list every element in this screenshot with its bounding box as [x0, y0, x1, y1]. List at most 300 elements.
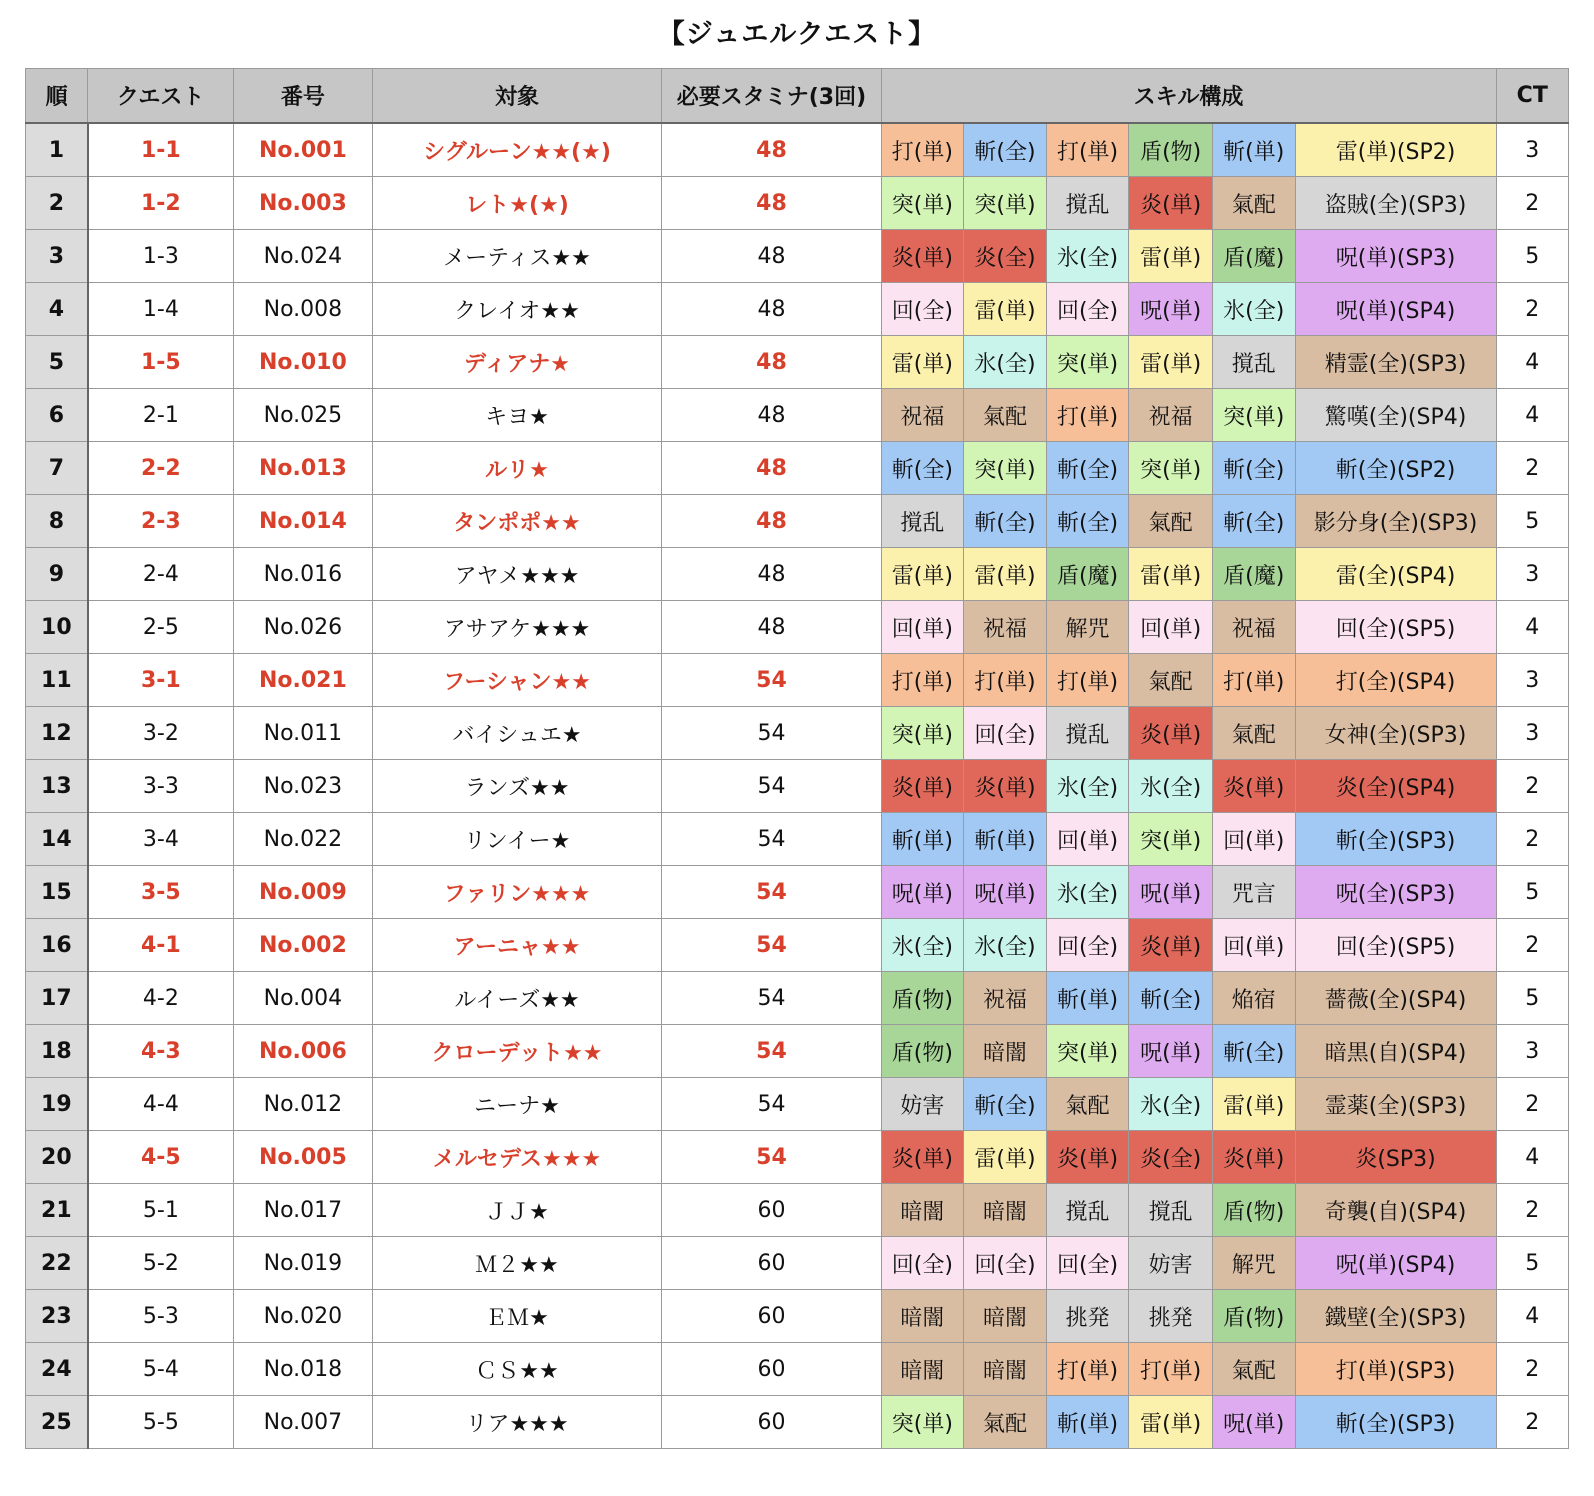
- row-order: 12: [26, 707, 88, 760]
- skill-cell: 回(全): [1046, 919, 1129, 972]
- special-skill-cell: 雷(全)(SP4): [1295, 548, 1496, 601]
- ct-cell: 4: [1496, 336, 1568, 389]
- skill-cell: 盾(魔): [1046, 548, 1129, 601]
- stamina-cell: 48: [662, 123, 881, 177]
- number-cell: No.007: [234, 1396, 373, 1449]
- row-order: 6: [26, 389, 88, 442]
- skill-cell: 妨害: [1129, 1237, 1213, 1290]
- number-cell: No.011: [234, 707, 373, 760]
- skill-cell: 斬(全): [881, 442, 964, 495]
- skill-cell: 斬(全): [1046, 442, 1129, 495]
- number-cell: No.004: [234, 972, 373, 1025]
- quest-cell: 5-2: [88, 1237, 234, 1290]
- skill-cell: 斬(全): [1212, 1025, 1295, 1078]
- skill-cell: 雷(単): [964, 1131, 1047, 1184]
- stamina-cell: 54: [662, 972, 881, 1025]
- skill-cell: 回(全): [964, 1237, 1047, 1290]
- stamina-cell: 54: [662, 1131, 881, 1184]
- target-cell: ＪＪ★: [372, 1184, 662, 1237]
- number-cell: No.024: [234, 230, 373, 283]
- skill-cell: 氷(全): [881, 919, 964, 972]
- table-row: [26, 177, 1569, 230]
- row-order: 20: [26, 1131, 88, 1184]
- skill-cell: 呪(単): [1212, 1396, 1295, 1449]
- skill-cell: 回(全): [881, 1237, 964, 1290]
- table-row: [26, 919, 1569, 972]
- stamina-cell: 48: [662, 177, 881, 230]
- skill-cell: 盾(物): [881, 1025, 964, 1078]
- table-row: [26, 760, 1569, 813]
- skill-cell: 氣配: [1046, 1078, 1129, 1131]
- target-cell: シグルーン★★(★): [372, 123, 662, 177]
- skill-cell: 打(単): [881, 654, 964, 707]
- skill-cell: 氣配: [1212, 707, 1295, 760]
- special-skill-cell: 雷(単)(SP2): [1295, 123, 1496, 177]
- number-cell: No.020: [234, 1290, 373, 1343]
- row-order: 13: [26, 760, 88, 813]
- stamina-cell: 54: [662, 760, 881, 813]
- special-skill-cell: 暗黒(自)(SP4): [1295, 1025, 1496, 1078]
- skill-cell: 回(単): [881, 601, 964, 654]
- target-cell: メルセデス★★★: [372, 1131, 662, 1184]
- row-order: 16: [26, 919, 88, 972]
- target-cell: メーティス★★: [372, 230, 662, 283]
- stamina-cell: 54: [662, 707, 881, 760]
- skill-cell: 盾(魔): [1212, 230, 1295, 283]
- quest-cell: 4-2: [88, 972, 234, 1025]
- skill-cell: 炎(単): [1129, 707, 1213, 760]
- quest-cell: 1-3: [88, 230, 234, 283]
- skill-cell: 暗闇: [964, 1025, 1047, 1078]
- table-row: [26, 601, 1569, 654]
- row-order: 22: [26, 1237, 88, 1290]
- table-row: [26, 813, 1569, 866]
- ct-cell: 4: [1496, 1290, 1568, 1343]
- skill-cell: 斬(全): [964, 123, 1047, 177]
- row-order: 9: [26, 548, 88, 601]
- header-number: 番号: [234, 69, 373, 124]
- quest-cell: 2-3: [88, 495, 234, 548]
- skill-cell: 暗闇: [881, 1343, 964, 1396]
- ct-cell: 2: [1496, 1343, 1568, 1396]
- number-cell: No.016: [234, 548, 373, 601]
- special-skill-cell: 斬(全)(SP3): [1295, 1396, 1496, 1449]
- skill-cell: 氷(全): [964, 919, 1047, 972]
- stamina-cell: 54: [662, 919, 881, 972]
- quest-cell: 3-2: [88, 707, 234, 760]
- target-cell: クローデット★★: [372, 1025, 662, 1078]
- special-skill-cell: 炎(全)(SP4): [1295, 760, 1496, 813]
- table-row: [26, 866, 1569, 919]
- ct-cell: 5: [1496, 866, 1568, 919]
- skill-cell: 回(全): [1046, 1237, 1129, 1290]
- row-order: 10: [26, 601, 88, 654]
- header-skills: スキル構成: [881, 69, 1496, 124]
- skill-cell: 呪(単): [1129, 866, 1213, 919]
- skill-cell: 撹乱: [1212, 336, 1295, 389]
- number-cell: No.026: [234, 601, 373, 654]
- skill-cell: 挑発: [1129, 1290, 1213, 1343]
- skill-cell: 炎(単): [1129, 919, 1213, 972]
- skill-cell: 炎(全): [1129, 1131, 1213, 1184]
- special-skill-cell: 呪(全)(SP3): [1295, 866, 1496, 919]
- row-order: 18: [26, 1025, 88, 1078]
- target-cell: フーシャン★★: [372, 654, 662, 707]
- quest-cell: 1-5: [88, 336, 234, 389]
- skill-cell: 氣配: [964, 1396, 1047, 1449]
- skill-cell: 雷(単): [964, 548, 1047, 601]
- skill-cell: 炎(単): [881, 760, 964, 813]
- table-row: [26, 283, 1569, 336]
- skill-cell: 氣配: [1212, 177, 1295, 230]
- skill-cell: 突(単): [1129, 442, 1213, 495]
- target-cell: タンポポ★★: [372, 495, 662, 548]
- target-cell: ルイーズ★★: [372, 972, 662, 1025]
- quest-cell: 4-3: [88, 1025, 234, 1078]
- table-row: [26, 495, 1569, 548]
- row-order: 7: [26, 442, 88, 495]
- ct-cell: 5: [1496, 230, 1568, 283]
- skill-cell: 打(単): [1129, 1343, 1213, 1396]
- stamina-cell: 48: [662, 495, 881, 548]
- number-cell: No.002: [234, 919, 373, 972]
- number-cell: No.019: [234, 1237, 373, 1290]
- row-order: 25: [26, 1396, 88, 1449]
- skill-cell: 突(単): [964, 442, 1047, 495]
- target-cell: ルリ★: [372, 442, 662, 495]
- table-row: [26, 972, 1569, 1025]
- skill-cell: 雷(単): [1212, 1078, 1295, 1131]
- skill-cell: 打(単): [1046, 123, 1129, 177]
- skill-cell: 暗闇: [964, 1290, 1047, 1343]
- skill-cell: 撹乱: [1046, 1184, 1129, 1237]
- skill-cell: 暗闇: [964, 1184, 1047, 1237]
- number-cell: No.022: [234, 813, 373, 866]
- ct-cell: 2: [1496, 1078, 1568, 1131]
- number-cell: No.005: [234, 1131, 373, 1184]
- skill-cell: 斬(全): [1129, 972, 1213, 1025]
- special-skill-cell: 呪(単)(SP4): [1295, 1237, 1496, 1290]
- row-order: 24: [26, 1343, 88, 1396]
- quest-cell: 2-1: [88, 389, 234, 442]
- skill-cell: 暗闇: [964, 1343, 1047, 1396]
- stamina-cell: 48: [662, 389, 881, 442]
- skill-cell: 突(単): [964, 177, 1047, 230]
- special-skill-cell: 打(全)(SP4): [1295, 654, 1496, 707]
- target-cell: レト★(★): [372, 177, 662, 230]
- quest-cell: 3-5: [88, 866, 234, 919]
- skill-cell: 祝福: [881, 389, 964, 442]
- special-skill-cell: 薔薇(全)(SP4): [1295, 972, 1496, 1025]
- skill-cell: 炎(単): [1212, 1131, 1295, 1184]
- skill-cell: 氣配: [1129, 495, 1213, 548]
- skill-cell: 撹乱: [1129, 1184, 1213, 1237]
- skill-cell: 雷(単): [1129, 336, 1213, 389]
- target-cell: リア★★★: [372, 1396, 662, 1449]
- table-body: [26, 123, 1569, 1449]
- skill-cell: 斬(全): [1212, 442, 1295, 495]
- skill-cell: 打(単): [1046, 654, 1129, 707]
- skill-cell: 氷(全): [1046, 760, 1129, 813]
- number-cell: No.008: [234, 283, 373, 336]
- skill-cell: 盾(物): [1129, 123, 1213, 177]
- skill-cell: 妨害: [881, 1078, 964, 1131]
- skill-cell: 撹乱: [1046, 177, 1129, 230]
- stamina-cell: 48: [662, 336, 881, 389]
- number-cell: No.025: [234, 389, 373, 442]
- number-cell: No.009: [234, 866, 373, 919]
- special-skill-cell: 回(全)(SP5): [1295, 919, 1496, 972]
- skill-cell: 盾(物): [1212, 1184, 1295, 1237]
- skill-cell: 突(単): [881, 707, 964, 760]
- skill-cell: 雷(単): [1129, 230, 1213, 283]
- skill-cell: 盾(物): [881, 972, 964, 1025]
- quest-cell: 5-5: [88, 1396, 234, 1449]
- target-cell: ＥＭ★: [372, 1290, 662, 1343]
- skill-cell: 斬(全): [964, 495, 1047, 548]
- skill-cell: 斬(単): [1046, 1396, 1129, 1449]
- skill-cell: 解咒: [1212, 1237, 1295, 1290]
- skill-cell: 炎(単): [1046, 1131, 1129, 1184]
- target-cell: アーニャ★★: [372, 919, 662, 972]
- special-skill-cell: 盗賊(全)(SP3): [1295, 177, 1496, 230]
- skill-cell: 炎(単): [964, 760, 1047, 813]
- quest-cell: 3-1: [88, 654, 234, 707]
- special-skill-cell: 奇襲(自)(SP4): [1295, 1184, 1496, 1237]
- number-cell: No.017: [234, 1184, 373, 1237]
- quest-cell: 2-4: [88, 548, 234, 601]
- skill-cell: 撹乱: [881, 495, 964, 548]
- header-ct: CT: [1496, 69, 1568, 124]
- stamina-cell: 54: [662, 813, 881, 866]
- skill-cell: 挑発: [1046, 1290, 1129, 1343]
- skill-cell: 雷(単): [964, 283, 1047, 336]
- skill-cell: 突(単): [1212, 389, 1295, 442]
- skill-cell: 氷(全): [1046, 230, 1129, 283]
- skill-cell: 突(単): [881, 1396, 964, 1449]
- row-order: 4: [26, 283, 88, 336]
- skill-cell: 打(単): [881, 123, 964, 177]
- stamina-cell: 48: [662, 230, 881, 283]
- skill-cell: 回(単): [1046, 813, 1129, 866]
- special-skill-cell: 鐵壁(全)(SP3): [1295, 1290, 1496, 1343]
- special-skill-cell: 炎(SP3): [1295, 1131, 1496, 1184]
- skill-cell: 氷(全): [964, 336, 1047, 389]
- skill-cell: 突(単): [881, 177, 964, 230]
- row-order: 11: [26, 654, 88, 707]
- skill-cell: 撹乱: [1046, 707, 1129, 760]
- row-order: 15: [26, 866, 88, 919]
- quest-cell: 5-4: [88, 1343, 234, 1396]
- skill-cell: 炎(単): [881, 230, 964, 283]
- ct-cell: 5: [1496, 1237, 1568, 1290]
- row-order: 21: [26, 1184, 88, 1237]
- special-skill-cell: 斬(全)(SP2): [1295, 442, 1496, 495]
- skill-cell: 斬(全): [1046, 495, 1129, 548]
- quest-cell: 5-3: [88, 1290, 234, 1343]
- target-cell: アヤメ★★★: [372, 548, 662, 601]
- row-order: 2: [26, 177, 88, 230]
- skill-cell: 突(単): [1046, 336, 1129, 389]
- skill-cell: 斬(全): [964, 1078, 1047, 1131]
- row-order: 5: [26, 336, 88, 389]
- target-cell: リンイー★: [372, 813, 662, 866]
- ct-cell: 2: [1496, 442, 1568, 495]
- ct-cell: 3: [1496, 123, 1568, 177]
- table-row: [26, 1343, 1569, 1396]
- header-stamina: 必要スタミナ(3回): [662, 69, 881, 124]
- header-target: 対象: [372, 69, 662, 124]
- target-cell: ランズ★★: [372, 760, 662, 813]
- skill-cell: 祝福: [964, 972, 1047, 1025]
- skill-cell: 打(単): [1212, 654, 1295, 707]
- skill-cell: 炎(単): [1129, 177, 1213, 230]
- stamina-cell: 48: [662, 601, 881, 654]
- row-order: 14: [26, 813, 88, 866]
- number-cell: No.006: [234, 1025, 373, 1078]
- target-cell: バイシュエ★: [372, 707, 662, 760]
- ct-cell: 2: [1496, 1396, 1568, 1449]
- skill-cell: 炎(全): [964, 230, 1047, 283]
- skill-cell: 呪(単): [1129, 1025, 1213, 1078]
- skill-cell: 打(単): [964, 654, 1047, 707]
- skill-cell: 斬(単): [1046, 972, 1129, 1025]
- number-cell: No.013: [234, 442, 373, 495]
- skill-cell: 斬(単): [964, 813, 1047, 866]
- special-skill-cell: 斬(全)(SP3): [1295, 813, 1496, 866]
- target-cell: ファリン★★★: [372, 866, 662, 919]
- skill-cell: 打(単): [1046, 389, 1129, 442]
- stamina-cell: 48: [662, 442, 881, 495]
- table-row: [26, 1184, 1569, 1237]
- quest-cell: 4-5: [88, 1131, 234, 1184]
- table-row: [26, 654, 1569, 707]
- ct-cell: 2: [1496, 1184, 1568, 1237]
- special-skill-cell: 驚嘆(全)(SP4): [1295, 389, 1496, 442]
- quest-cell: 1-1: [88, 123, 234, 177]
- skill-cell: 打(単): [1046, 1343, 1129, 1396]
- row-order: 23: [26, 1290, 88, 1343]
- skill-cell: 突(単): [1046, 1025, 1129, 1078]
- skill-cell: 斬(全): [1212, 495, 1295, 548]
- stamina-cell: 48: [662, 283, 881, 336]
- skill-cell: 呪(単): [881, 866, 964, 919]
- skill-cell: 暗闇: [881, 1184, 964, 1237]
- ct-cell: 3: [1496, 1025, 1568, 1078]
- skill-cell: 炎(単): [881, 1131, 964, 1184]
- ct-cell: 3: [1496, 707, 1568, 760]
- table-row: [26, 230, 1569, 283]
- skill-cell: 祝福: [964, 601, 1047, 654]
- quest-cell: 5-1: [88, 1184, 234, 1237]
- special-skill-cell: 女神(全)(SP3): [1295, 707, 1496, 760]
- row-order: 3: [26, 230, 88, 283]
- skill-cell: 氷(全): [1129, 760, 1213, 813]
- stamina-cell: 60: [662, 1396, 881, 1449]
- skill-cell: 回(単): [1212, 813, 1295, 866]
- ct-cell: 5: [1496, 972, 1568, 1025]
- special-skill-cell: 呪(単)(SP3): [1295, 230, 1496, 283]
- skill-cell: 炎(単): [1212, 760, 1295, 813]
- stamina-cell: 60: [662, 1343, 881, 1396]
- table-row: [26, 1025, 1569, 1078]
- special-skill-cell: 回(全)(SP5): [1295, 601, 1496, 654]
- header-row: [26, 69, 1569, 124]
- stamina-cell: 54: [662, 654, 881, 707]
- skill-cell: 回(全): [881, 283, 964, 336]
- target-cell: Ｍ２★★: [372, 1237, 662, 1290]
- quest-cell: 3-4: [88, 813, 234, 866]
- skill-cell: 氷(全): [1129, 1078, 1213, 1131]
- skill-cell: 呪(単): [1129, 283, 1213, 336]
- stamina-cell: 60: [662, 1184, 881, 1237]
- skill-cell: 氣配: [964, 389, 1047, 442]
- skill-cell: 盾(魔): [1212, 548, 1295, 601]
- special-skill-cell: 影分身(全)(SP3): [1295, 495, 1496, 548]
- stamina-cell: 60: [662, 1237, 881, 1290]
- stamina-cell: 54: [662, 1078, 881, 1131]
- skill-cell: 回(全): [1046, 283, 1129, 336]
- table-row: [26, 1396, 1569, 1449]
- special-skill-cell: 精霊(全)(SP3): [1295, 336, 1496, 389]
- ct-cell: 2: [1496, 177, 1568, 230]
- row-order: 8: [26, 495, 88, 548]
- ct-cell: 4: [1496, 389, 1568, 442]
- table-row: [26, 1131, 1569, 1184]
- row-order: 19: [26, 1078, 88, 1131]
- table-row: [26, 336, 1569, 389]
- number-cell: No.003: [234, 177, 373, 230]
- header-quest: クエスト: [88, 69, 234, 124]
- number-cell: No.010: [234, 336, 373, 389]
- stamina-cell: 48: [662, 548, 881, 601]
- ct-cell: 2: [1496, 919, 1568, 972]
- target-cell: クレイオ★★: [372, 283, 662, 336]
- ct-cell: 2: [1496, 813, 1568, 866]
- table-row: [26, 123, 1569, 177]
- ct-cell: 3: [1496, 548, 1568, 601]
- skill-cell: 雷(単): [1129, 548, 1213, 601]
- table-row: [26, 1290, 1569, 1343]
- special-skill-cell: 霊薬(全)(SP3): [1295, 1078, 1496, 1131]
- number-cell: No.023: [234, 760, 373, 813]
- skill-cell: 祝福: [1212, 601, 1295, 654]
- ct-cell: 4: [1496, 601, 1568, 654]
- header-order: 順: [26, 69, 88, 124]
- target-cell: ＣＳ★★: [372, 1343, 662, 1396]
- quest-cell: 4-1: [88, 919, 234, 972]
- table-row: [26, 442, 1569, 495]
- table-row: [26, 1078, 1569, 1131]
- skill-cell: 回(単): [1129, 601, 1213, 654]
- ct-cell: 5: [1496, 495, 1568, 548]
- target-cell: アサアケ★★★: [372, 601, 662, 654]
- ct-cell: 4: [1496, 1131, 1568, 1184]
- table-row: [26, 707, 1569, 760]
- skill-cell: 咒言: [1212, 866, 1295, 919]
- quest-cell: 1-2: [88, 177, 234, 230]
- quest-cell: 2-2: [88, 442, 234, 495]
- quest-cell: 3-3: [88, 760, 234, 813]
- skill-cell: 回(全): [964, 707, 1047, 760]
- jewel-quest-table: [25, 68, 1569, 1449]
- skill-cell: 斬(単): [1212, 123, 1295, 177]
- stamina-cell: 60: [662, 1290, 881, 1343]
- skill-cell: 雷(単): [881, 336, 964, 389]
- table-row: [26, 548, 1569, 601]
- skill-cell: 焔宿: [1212, 972, 1295, 1025]
- target-cell: キヨ★: [372, 389, 662, 442]
